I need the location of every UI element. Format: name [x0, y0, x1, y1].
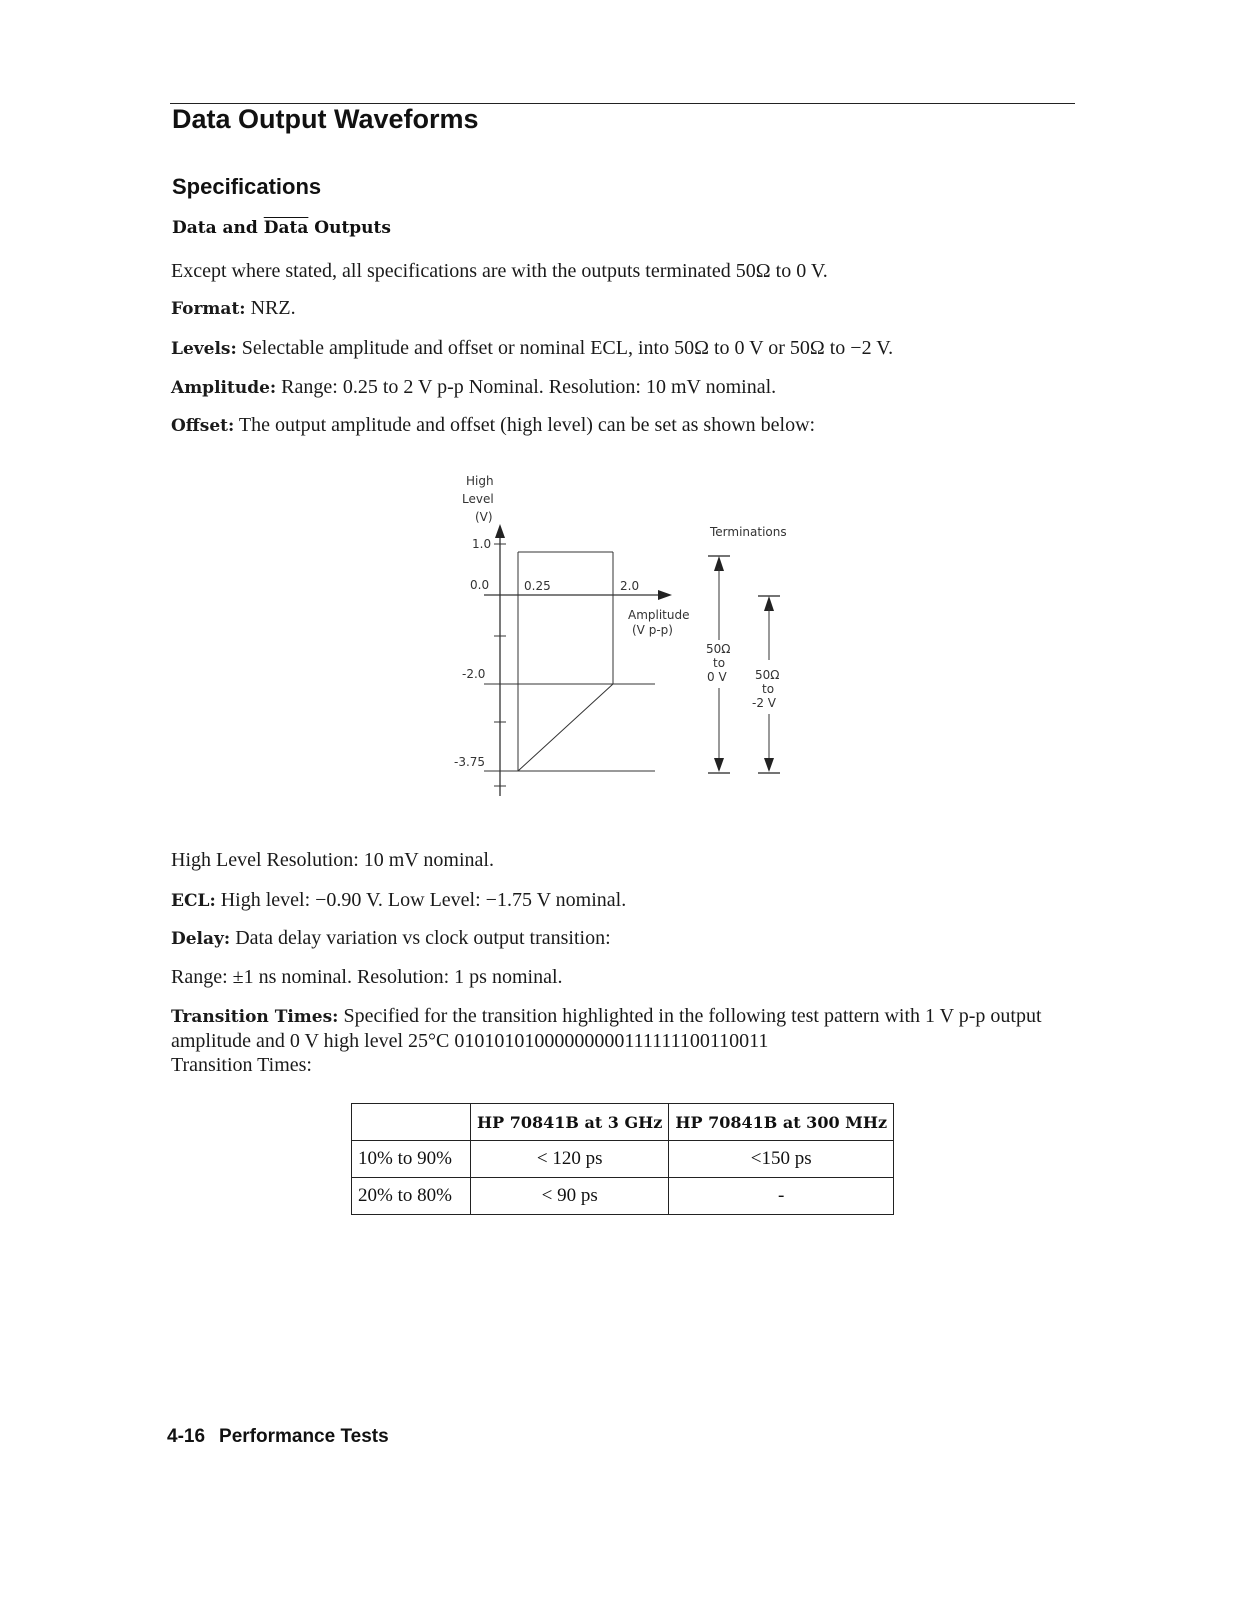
table-row: [352, 1178, 894, 1215]
transition-spec: [171, 1004, 1071, 1077]
y-tick-label: -3.75: [454, 755, 486, 769]
term2v-down-arrow-icon: [764, 758, 774, 772]
levels-text: Selectable amplitude and offset or nominal ECL, into 50Ω to 0 V or 50Ω to −2 V.: [236, 337, 894, 359]
table-header-row: [352, 1104, 894, 1141]
term0v-down-arrow-icon: [714, 758, 724, 772]
table-cell: -: [669, 1178, 894, 1215]
ecl-label: ECL:: [171, 891, 216, 911]
region-diagonal-edge: [518, 684, 613, 771]
format-label: Format:: [171, 299, 246, 319]
table-cell: 10% to 90%: [352, 1141, 471, 1178]
y-tick-label: 0.0: [470, 578, 490, 592]
delay-spec: [171, 927, 611, 950]
y-axis-label-line1: High: [466, 474, 494, 488]
table-cell: < 120 ps: [471, 1141, 669, 1178]
page-title: Data Output Waveforms: [172, 104, 479, 134]
page-footer: [167, 1426, 389, 1448]
x-axis-label-line2: (V p-p): [632, 623, 673, 637]
subsection-suffix: Outputs: [308, 218, 391, 238]
amplitude-spec: [171, 376, 776, 399]
high-level-resolution: High Level Resolution: 10 mV nominal.: [171, 849, 494, 871]
term0v-label-line2: to: [713, 656, 726, 670]
subsection-overlined: Data: [263, 218, 309, 238]
y-axis-label-line3: (V): [475, 510, 493, 524]
chapter-title: Performance Tests: [219, 1426, 389, 1447]
x-axis-arrow-icon: [658, 590, 672, 600]
subsection-heading: [172, 218, 391, 238]
range-spec: Range: ±1 ns nominal. Resolution: 1 ps nominal.: [171, 966, 563, 988]
y-tick-label: 1.0: [472, 537, 492, 551]
offset-text: The output amplitude and offset (high level) can be set as shown below:: [234, 414, 816, 436]
term2v-label-line1: 50Ω: [755, 668, 780, 682]
term2v-label-line3: -2 V: [752, 696, 776, 710]
transition-times-table: [351, 1103, 894, 1215]
amplitude-label: Amplitude:: [171, 378, 277, 398]
x-axis-label-line1: Amplitude: [628, 608, 690, 622]
intro-paragraph: Except where stated, all specifications are with the outputs terminated 50Ω to 0 V.: [171, 260, 828, 282]
table-row: [352, 1141, 894, 1178]
table-header-cell: [352, 1104, 471, 1141]
page-number: 4-16: [167, 1426, 206, 1447]
x-tick-label: 0.25: [524, 579, 551, 593]
term0v-label-line3: 0 V: [707, 670, 727, 684]
levels-spec: [171, 337, 893, 360]
term0v-label-line1: 50Ω: [706, 642, 731, 656]
offset-label: Offset:: [171, 416, 235, 436]
table-header-cell: HP 70841B at 300 MHz: [669, 1104, 894, 1141]
delay-label: Delay:: [171, 929, 231, 949]
transition-text: Specified for the transition highlighted in the following test pattern with 1 V p-p output amplitude and 0 V high level 25°C 01010101000000000111111100110011: [171, 1005, 1042, 1052]
amplitude-text: Range: 0.25 to 2 V p-p Nominal. Resolution: 10 mV nominal.: [276, 376, 777, 398]
delay-text: Data delay variation vs clock output transition:: [230, 927, 611, 949]
transition-label: Transition Times:: [171, 1007, 339, 1027]
y-axis-label-line2: Level: [462, 492, 494, 506]
table-cell: 20% to 80%: [352, 1178, 471, 1215]
section-heading: Specifications: [172, 174, 322, 199]
offset-amplitude-diagram: [440, 468, 820, 808]
transition-tail: Transition Times:: [171, 1054, 312, 1076]
ecl-spec: [171, 889, 626, 912]
y-tick-label: -2.0: [462, 667, 486, 681]
y-axis-arrow-icon: [495, 524, 505, 538]
levels-label: Levels:: [171, 339, 237, 359]
format-spec: [171, 297, 296, 320]
subsection-prefix: Data and: [172, 218, 264, 238]
x-tick-label: 2.0: [620, 579, 640, 593]
terminations-title: Terminations: [710, 525, 787, 539]
term2v-label-line2: to: [762, 682, 775, 696]
table-cell: < 90 ps: [471, 1178, 669, 1215]
ecl-text: High level: −0.90 V. Low Level: −1.75 V nominal.: [215, 889, 627, 911]
table-cell: <150 ps: [669, 1141, 894, 1178]
offset-spec: [171, 414, 815, 437]
format-text: NRZ.: [245, 297, 296, 319]
table-header-cell: HP 70841B at 3 GHz: [471, 1104, 669, 1141]
